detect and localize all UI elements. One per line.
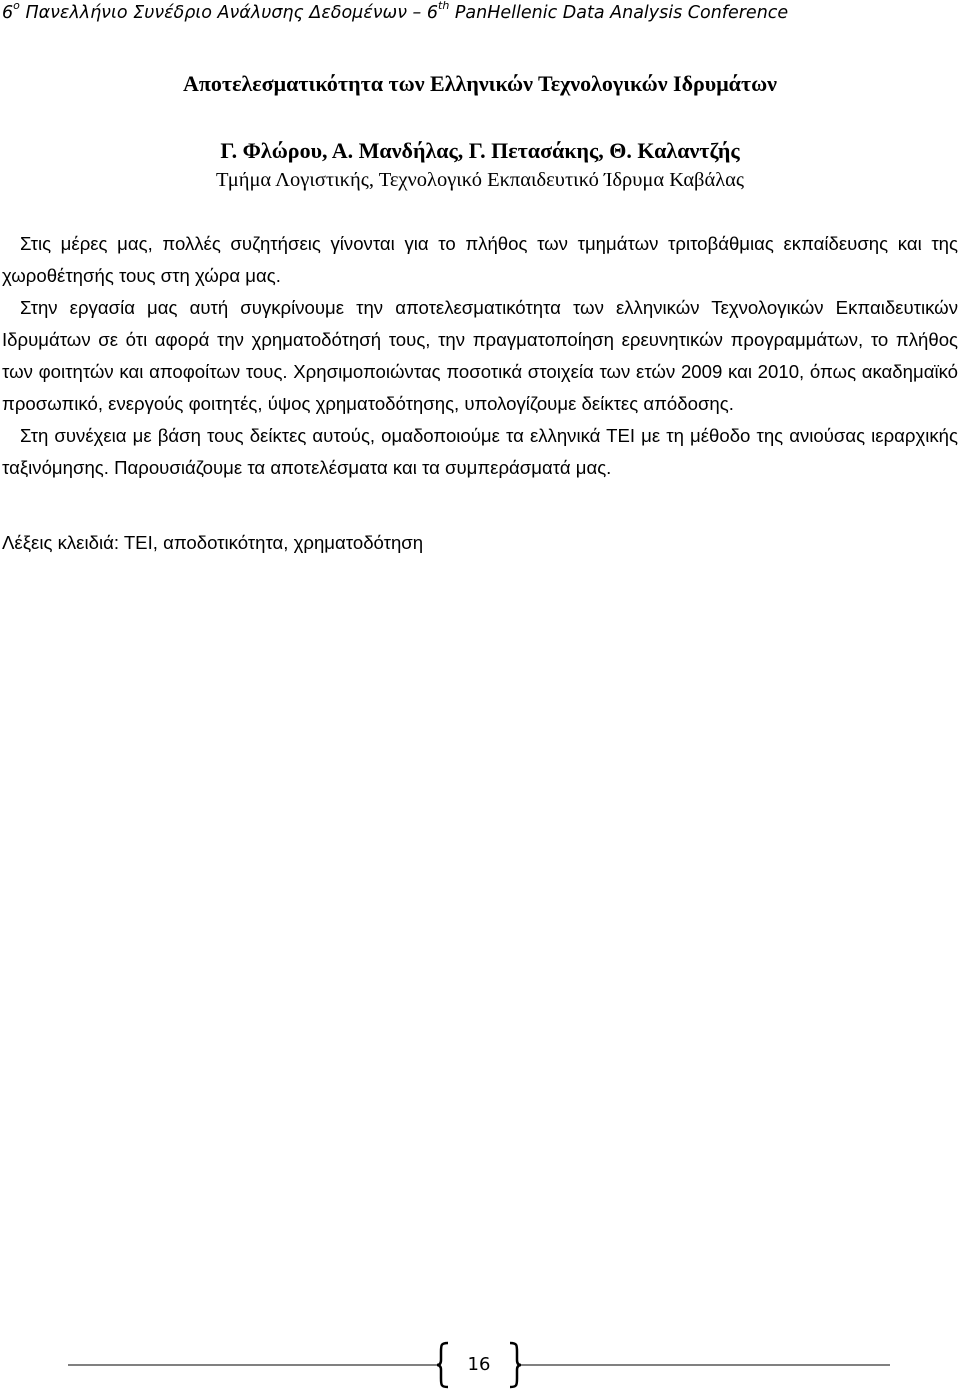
running-header	[2, 1, 788, 25]
header-ordinal-english: th	[438, 0, 450, 13]
paper-title: Αποτελεσματικότητα των Ελληνικών Τεχνολογικών Ιδρυμάτων	[182, 71, 778, 96]
header-conference-number: 6	[2, 3, 14, 23]
header-english-title: PanHellenic Data Analysis Conference	[449, 3, 789, 23]
header-greek-title: Πανελλήνιο Συνέδριο Ανάλυσης Δεδομένων – 6	[19, 3, 438, 23]
abstract-paragraph-1: Στις μέρες μας, πολλές συζητήσεις γίνονται για το πλήθος των τμημάτων τριτοβάθμιας εκπαίδευσης και της χωροθέτησής τους στη χώρα μας.	[2, 233, 958, 286]
paper-authors: Γ. Φλώρου, Α. Μανδήλας, Γ. Πετασάκης, Θ. Καλαντζής	[220, 138, 740, 163]
author-affiliation: Τμήμα Λογιστικής, Τεχνολογικό Εκπαιδευτικό Ίδρυμα Καβάλας	[215, 169, 745, 191]
page-number: 16	[467, 1354, 491, 1375]
keywords: Λέξεις κλειδιά: ΤΕΙ, αποδοτικότητα, χρηματοδότηση	[2, 532, 424, 553]
abstract-paragraph-2: Στην εργασία μας αυτή συγκρίνουμε την αποτελεσματικότητα των ελληνικών Τεχνολογικών Εκπαιδευτικών Ιδρυμάτων σε ότι αφορά την χρηματοδότησή τους, την πραγματοποίηση ερευνητικών προγραμμάτων, το πλήθος των φοιτητών και αποφοίτων τους. Χρησιμοποιώντας ποσοτικά στοιχεία των ετών 2009 και 2010, όπως ακαδημαϊκό προσωπικό, ενεργούς φοιτητές, ύψος χρηματοδότησης, υπολογίζουμε δείκτες απόδοσης.	[2, 297, 958, 414]
abstract-paragraph-3: Στη συνέχεια με βάση τους δείκτες αυτούς, ομαδοποιούμε τα ελληνικά ΤΕΙ με τη μέθοδο της ανιούσας ιεραρχικής ταξινόμησης. Παρουσιάζουμε τα αποτελέσματα και τα συμπεράσματά μας.	[2, 425, 958, 478]
abstract	[2, 228, 958, 484]
page-footer	[0, 1340, 960, 1390]
header-ordinal-greek: o	[13, 0, 20, 13]
